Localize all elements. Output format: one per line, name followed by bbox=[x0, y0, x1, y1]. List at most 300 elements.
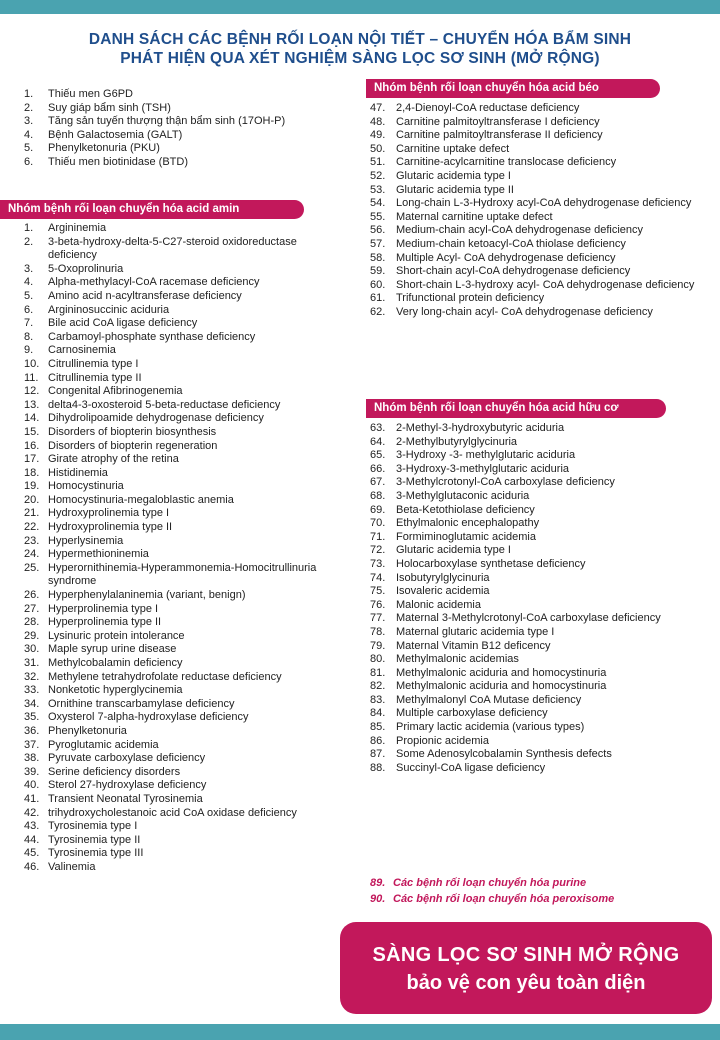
bottom-decorative-bar bbox=[0, 1024, 720, 1040]
list-item bbox=[370, 707, 710, 721]
list-item bbox=[24, 426, 346, 440]
item-text: Beta-Ketothiolase deficiency bbox=[396, 503, 535, 516]
list-item bbox=[370, 116, 710, 130]
item-text: 2-Methylbutyrylglycinuria bbox=[396, 435, 518, 448]
item-number: 32. bbox=[24, 670, 40, 683]
item-text: Bệnh Galactosemia (GALT) bbox=[48, 128, 183, 141]
item-number: 66. bbox=[370, 462, 386, 475]
item-number: 78. bbox=[370, 625, 386, 638]
item-number: 49. bbox=[370, 129, 386, 142]
item-text: Hypermethioninemia bbox=[48, 548, 149, 561]
item-text: Transient Neonatal Tyrosinemia bbox=[48, 792, 203, 805]
item-number: 20. bbox=[24, 493, 40, 506]
list-item bbox=[370, 265, 710, 279]
item-text: Nonketotic hyperglycinemia bbox=[48, 684, 183, 697]
list-item bbox=[24, 222, 346, 236]
list-item bbox=[24, 820, 346, 834]
list-item bbox=[24, 589, 346, 603]
item-number: 2. bbox=[24, 101, 34, 114]
item-number: 61. bbox=[370, 292, 386, 305]
promo-line-1: SÀNG LỌC SƠ SINH MỞ RỘNG bbox=[372, 944, 680, 966]
item-text: Multiple Acyl- CoA dehydrogenase deficiency bbox=[396, 251, 616, 264]
item-text: Maternal carnitine uptake defect bbox=[396, 210, 553, 223]
item-text: Malonic acidemia bbox=[396, 598, 481, 611]
item-number: 60. bbox=[370, 278, 386, 291]
item-text: Carnitine palmitoyltransferase II deficiency bbox=[396, 129, 603, 142]
item-text: Methylcobalamin deficiency bbox=[48, 657, 183, 669]
list-item bbox=[24, 453, 346, 467]
item-number: 16. bbox=[24, 439, 40, 452]
item-text: Serine deficiency disorders bbox=[48, 765, 181, 778]
item-number: 15. bbox=[24, 425, 40, 438]
item-number: 82. bbox=[370, 680, 386, 693]
item-text: Ornithine transcarbamylase deficiency bbox=[48, 697, 235, 710]
item-text: Suy giáp bẩm sinh (TSH) bbox=[48, 101, 171, 114]
item-text: Thiếu men G6PD bbox=[48, 88, 133, 100]
item-number: 25. bbox=[24, 561, 40, 574]
item-number: 27. bbox=[24, 602, 40, 615]
item-number: 18. bbox=[24, 466, 40, 479]
item-text: Primary lactic acidemia (various types) bbox=[396, 721, 585, 734]
item-text: Carnosinemia bbox=[48, 344, 116, 357]
item-text: Hyperornithinemia-Hyperammonemia-Homocitrullinuria syndrome bbox=[48, 561, 317, 588]
item-number: 85. bbox=[370, 721, 386, 734]
list-item bbox=[24, 562, 346, 589]
list-item bbox=[370, 667, 710, 681]
item-text: Succinyl-CoA ligase deficiency bbox=[396, 761, 546, 774]
item-text: Hyperprolinemia type II bbox=[48, 616, 162, 629]
item-text: Glutaric acidemia type I bbox=[396, 169, 511, 182]
item-text: Dihydrolipoamide dehydrogenase deficiency bbox=[48, 412, 264, 425]
fatty-acid-disorder-list bbox=[370, 102, 710, 320]
item-number: 38. bbox=[24, 752, 40, 765]
list-item bbox=[370, 504, 710, 518]
item-text: 3-Methylcrotonyl-CoA carboxylase deficiency bbox=[396, 476, 615, 489]
item-text: Long-chain L-3-Hydroxy acyl-CoA dehydrogenase deficiency bbox=[396, 197, 692, 210]
list-item bbox=[370, 184, 710, 198]
list-item bbox=[24, 521, 346, 535]
item-number: 6. bbox=[24, 303, 34, 316]
list-item bbox=[24, 440, 346, 454]
amino-acid-group-badge: Nhóm bệnh rối loạn chuyển hóa acid amin bbox=[0, 200, 304, 219]
item-number: 1. bbox=[24, 88, 34, 100]
list-item bbox=[370, 680, 710, 694]
item-number: 44. bbox=[24, 833, 40, 846]
item-text: Tyrosinemia type II bbox=[48, 833, 141, 846]
item-number: 12. bbox=[24, 385, 40, 398]
item-number: 13. bbox=[24, 398, 40, 411]
item-number: 52. bbox=[370, 169, 386, 182]
item-text: Isobutyrylglycinuria bbox=[396, 571, 490, 584]
item-text: Tăng sản tuyến thượng thận bẩm sinh (17OH-P) bbox=[48, 115, 286, 128]
list-item bbox=[24, 671, 346, 685]
list-item bbox=[370, 544, 710, 558]
item-text: Thiếu men biotinidase (BTD) bbox=[48, 155, 189, 168]
list-item bbox=[24, 263, 346, 277]
item-text: Methylmalonyl CoA Mutase deficiency bbox=[396, 693, 582, 706]
list-item bbox=[24, 711, 346, 725]
item-text: Holocarboxylase synthetase deficiency bbox=[396, 557, 586, 570]
item-number: 87. bbox=[370, 748, 386, 761]
item-number: 88. bbox=[370, 761, 386, 774]
list-item bbox=[24, 412, 346, 426]
item-number: 69. bbox=[370, 503, 386, 516]
item-text: Phenylketonuria (PKU) bbox=[48, 142, 160, 155]
item-text: Alpha-methylacyl-CoA racemase deficiency bbox=[48, 276, 260, 289]
list-item bbox=[370, 531, 710, 545]
list-item bbox=[370, 306, 710, 320]
list-item bbox=[370, 626, 710, 640]
promo-banner bbox=[340, 922, 712, 1014]
item-number: 31. bbox=[24, 657, 40, 669]
item-number: 39. bbox=[24, 765, 40, 778]
list-item bbox=[24, 766, 346, 780]
item-text: Isovaleric acidemia bbox=[396, 585, 490, 598]
item-text: Ethylmalonic encephalopathy bbox=[396, 517, 540, 530]
item-text: Tyrosinemia type I bbox=[48, 820, 138, 833]
item-number: 17. bbox=[24, 453, 40, 466]
list-item bbox=[24, 331, 346, 345]
list-item bbox=[24, 535, 346, 549]
item-number: 9. bbox=[24, 344, 34, 357]
item-number: 43. bbox=[24, 820, 40, 833]
title-line-1: DANH SÁCH CÁC BỆNH RỐI LOẠN NỘI TIẾT – CHUYỂN HÓA BẨM SINH bbox=[88, 31, 632, 48]
list-item bbox=[370, 224, 710, 238]
item-text: Maternal glutaric acidemia type I bbox=[396, 625, 555, 638]
item-text: Argininosuccinic aciduria bbox=[48, 303, 170, 316]
item-number: 1. bbox=[24, 222, 34, 234]
list-item bbox=[370, 143, 710, 157]
list-item bbox=[370, 558, 710, 572]
list-item bbox=[24, 129, 344, 143]
list-item bbox=[370, 572, 710, 586]
item-number: 67. bbox=[370, 476, 386, 489]
item-number: 77. bbox=[370, 612, 386, 625]
list-item bbox=[24, 372, 346, 386]
list-item bbox=[370, 279, 710, 293]
list-item bbox=[370, 422, 710, 436]
item-number: 75. bbox=[370, 585, 386, 598]
item-number: 58. bbox=[370, 251, 386, 264]
list-item bbox=[24, 317, 346, 331]
list-item bbox=[24, 725, 346, 739]
list-item bbox=[370, 292, 710, 306]
item-number: 26. bbox=[24, 589, 40, 602]
item-text: Hyperphenylalaninemia (variant, benign) bbox=[48, 589, 246, 602]
list-item bbox=[24, 142, 344, 156]
item-text: Glutaric acidemia type I bbox=[396, 544, 511, 557]
list-item bbox=[24, 115, 344, 129]
list-item bbox=[24, 358, 346, 372]
list-item bbox=[370, 694, 710, 708]
extra-group-item: 89. Các bệnh rối loạn chuyển hóa purine bbox=[370, 877, 587, 889]
item-number: 76. bbox=[370, 598, 386, 611]
item-number: 79. bbox=[370, 639, 386, 652]
item-number: 56. bbox=[370, 224, 386, 237]
list-item bbox=[24, 290, 346, 304]
list-item bbox=[24, 657, 346, 671]
list-item bbox=[370, 436, 710, 450]
item-number: 48. bbox=[370, 115, 386, 128]
list-item bbox=[370, 585, 710, 599]
promo-line-2: bảo vệ con yêu toàn diện bbox=[406, 972, 646, 994]
item-text: Hydroxyprolinemia type II bbox=[48, 521, 173, 534]
item-number: 23. bbox=[24, 534, 40, 547]
list-item bbox=[370, 129, 710, 143]
item-number: 5. bbox=[24, 289, 34, 302]
list-item bbox=[24, 494, 346, 508]
item-number: 2. bbox=[24, 235, 34, 248]
item-number: 59. bbox=[370, 265, 386, 278]
item-number: 57. bbox=[370, 237, 386, 250]
item-text: Very long-chain acyl- CoA dehydrogenase deficiency bbox=[396, 305, 653, 318]
item-number: 7. bbox=[24, 317, 34, 330]
page-title bbox=[0, 30, 720, 68]
item-text: Glutaric acidemia type II bbox=[396, 183, 514, 196]
item-text: Short-chain acyl-CoA dehydrogenase deficiency bbox=[396, 265, 631, 278]
item-text: Medium-chain ketoacyl-CoA thiolase deficiency bbox=[396, 237, 626, 250]
item-text: Trifunctional protein deficiency bbox=[396, 292, 545, 305]
item-text: Congenital Afibrinogenemia bbox=[48, 385, 183, 398]
item-number: 8. bbox=[24, 330, 34, 343]
item-number: 53. bbox=[370, 183, 386, 196]
item-text: Girate atrophy of the retina bbox=[48, 453, 179, 466]
list-item bbox=[370, 238, 710, 252]
item-number: 19. bbox=[24, 480, 40, 493]
item-text: Methylmalonic aciduria and homocystinuria bbox=[396, 666, 607, 679]
list-item bbox=[24, 467, 346, 481]
list-item bbox=[24, 752, 346, 766]
item-number: 84. bbox=[370, 707, 386, 720]
item-text: Multiple carboxylase deficiency bbox=[396, 707, 548, 720]
item-number: 24. bbox=[24, 548, 40, 561]
item-text: 5-Oxoprolinuria bbox=[48, 262, 124, 275]
list-item bbox=[370, 170, 710, 184]
item-text: Disorders of biopterin regeneration bbox=[48, 439, 218, 452]
item-text: Carnitine uptake defect bbox=[396, 142, 510, 155]
list-item bbox=[24, 793, 346, 807]
item-text: Some Adenosylcobalamin Synthesis defects bbox=[396, 748, 612, 761]
list-item bbox=[24, 861, 346, 875]
item-text: Homocystinuria-megaloblastic anemia bbox=[48, 493, 234, 506]
item-text: Oxysterol 7-alpha-hydroxylase deficiency bbox=[48, 711, 249, 724]
item-text: Pyruvate carboxylase deficiency bbox=[48, 752, 206, 765]
item-text: 2-Methyl-3-hydroxybutyric aciduria bbox=[396, 422, 565, 434]
extra-disorder-groups bbox=[370, 875, 710, 907]
list-item bbox=[370, 640, 710, 654]
list-item bbox=[24, 834, 346, 848]
list-item bbox=[24, 847, 346, 861]
list-item bbox=[370, 156, 710, 170]
item-text: Lysinuric protein intolerance bbox=[48, 629, 185, 642]
item-number: 5. bbox=[24, 142, 34, 155]
item-text: Valinemia bbox=[48, 860, 96, 873]
item-text: Carnitine palmitoyltransferase I deficiency bbox=[396, 115, 600, 128]
item-text: Tyrosinemia type III bbox=[48, 847, 144, 860]
item-text: Argininemia bbox=[48, 222, 107, 234]
item-text: Methylmalonic acidemias bbox=[396, 653, 519, 666]
list-item bbox=[24, 779, 346, 793]
item-text: Maternal 3-Methylcrotonyl-CoA carboxylase deficiency bbox=[396, 612, 661, 625]
extra-group-item: 90. Các bệnh rối loạn chuyển hóa peroxisome bbox=[370, 893, 615, 905]
fatty-acid-group-badge: Nhóm bệnh rối loạn chuyển hóa acid béo bbox=[366, 79, 660, 98]
item-text: Carbamoyl-phosphate synthase deficiency bbox=[48, 330, 256, 343]
item-text: 3-Methylglutaconic aciduria bbox=[396, 489, 530, 502]
item-number: 28. bbox=[24, 616, 40, 629]
list-item bbox=[24, 603, 346, 617]
amino-acid-disorder-list bbox=[24, 222, 346, 875]
item-number: 30. bbox=[24, 643, 40, 656]
list-item bbox=[370, 735, 710, 749]
item-text: Histidinemia bbox=[48, 466, 108, 479]
list-item bbox=[370, 653, 710, 667]
item-text: Amino acid n-acyltransferase deficiency bbox=[48, 289, 242, 302]
item-number: 74. bbox=[370, 571, 386, 584]
list-item bbox=[24, 698, 346, 712]
list-item bbox=[370, 721, 710, 735]
list-item bbox=[24, 630, 346, 644]
item-text: 3-beta-hydroxy-delta-5-C27-steroid oxidoreductase deficiency bbox=[48, 235, 297, 262]
basic-screening-list bbox=[24, 88, 344, 170]
list-item bbox=[370, 762, 710, 776]
list-item bbox=[370, 449, 710, 463]
list-item bbox=[24, 739, 346, 753]
item-text: Short-chain L-3-hydroxy acyl- CoA dehydrogenase deficiency bbox=[396, 278, 695, 291]
item-number: 4. bbox=[24, 276, 34, 289]
item-number: 33. bbox=[24, 684, 40, 697]
list-item bbox=[370, 463, 710, 477]
item-text: Methylmalonic aciduria and homocystinuria bbox=[396, 680, 607, 693]
list-item bbox=[370, 490, 710, 504]
list-item bbox=[24, 276, 346, 290]
item-number: 81. bbox=[370, 666, 386, 679]
list-item bbox=[24, 807, 346, 821]
item-number: 11. bbox=[24, 371, 39, 384]
item-number: 71. bbox=[370, 530, 386, 543]
list-item bbox=[24, 480, 346, 494]
item-text: Hyperprolinemia type I bbox=[48, 602, 159, 615]
item-number: 68. bbox=[370, 489, 386, 502]
item-text: Hyperlysinemia bbox=[48, 534, 124, 547]
item-number: 40. bbox=[24, 779, 40, 792]
organic-acid-group-badge: Nhóm bệnh rối loạn chuyển hóa acid hữu cơ bbox=[366, 399, 666, 418]
list-item bbox=[370, 197, 710, 211]
item-text: Methylene tetrahydrofolate reductase deficiency bbox=[48, 670, 282, 683]
item-number: 14. bbox=[24, 412, 40, 425]
item-number: 54. bbox=[370, 197, 386, 210]
item-number: 4. bbox=[24, 128, 34, 141]
item-number: 36. bbox=[24, 724, 40, 737]
list-item bbox=[24, 344, 346, 358]
list-item bbox=[370, 476, 710, 490]
list-item bbox=[370, 599, 710, 613]
item-number: 72. bbox=[370, 544, 386, 557]
list-item bbox=[24, 507, 346, 521]
item-text: Hydroxyprolinemia type I bbox=[48, 507, 170, 520]
item-text: Disorders of biopterin biosynthesis bbox=[48, 425, 217, 438]
item-number: 55. bbox=[370, 210, 386, 223]
list-item bbox=[370, 102, 710, 116]
item-text: Citrullinemia type II bbox=[48, 371, 142, 384]
item-text: Medium-chain acyl-CoA dehydrogenase deficiency bbox=[396, 224, 644, 237]
item-text: Phenylketonuria bbox=[48, 724, 127, 737]
list-item bbox=[24, 684, 346, 698]
list-item bbox=[24, 102, 344, 116]
item-text: 2,4-Dienoyl-CoA reductase deficiency bbox=[396, 102, 580, 114]
item-text: Propionic acidemia bbox=[396, 734, 489, 747]
item-number: 37. bbox=[24, 738, 40, 751]
list-item bbox=[370, 517, 710, 531]
item-number: 64. bbox=[370, 435, 386, 448]
item-number: 65. bbox=[370, 449, 386, 462]
list-item bbox=[370, 748, 710, 762]
item-number: 63. bbox=[370, 422, 386, 434]
list-item bbox=[370, 252, 710, 266]
list-item bbox=[24, 236, 346, 263]
item-number: 29. bbox=[24, 629, 40, 642]
item-number: 73. bbox=[370, 557, 386, 570]
item-number: 83. bbox=[370, 693, 386, 706]
top-decorative-bar bbox=[0, 0, 720, 14]
list-item bbox=[370, 612, 710, 626]
list-item bbox=[24, 304, 346, 318]
item-text: 3-Hydroxy-3-methylglutaric aciduria bbox=[396, 462, 570, 475]
item-text: Pyroglutamic acidemia bbox=[48, 738, 159, 751]
list-item bbox=[24, 548, 346, 562]
item-number: 22. bbox=[24, 521, 40, 534]
item-text: Maternal Vitamin B12 deficency bbox=[396, 639, 551, 652]
item-number: 3. bbox=[24, 115, 34, 128]
item-number: 42. bbox=[24, 806, 40, 819]
item-number: 45. bbox=[24, 847, 40, 860]
item-text: delta4-3-oxosteroid 5-beta-reductase deficiency bbox=[48, 398, 281, 411]
list-item bbox=[24, 399, 346, 413]
item-number: 70. bbox=[370, 517, 386, 530]
item-text: Maple syrup urine disease bbox=[48, 643, 177, 656]
list-item bbox=[24, 385, 346, 399]
item-number: 50. bbox=[370, 142, 386, 155]
item-text: Formiminoglutamic acidemia bbox=[396, 530, 536, 543]
item-number: 46. bbox=[24, 860, 40, 873]
item-number: 41. bbox=[24, 792, 40, 805]
list-item bbox=[24, 643, 346, 657]
list-item bbox=[370, 211, 710, 225]
item-number: 80. bbox=[370, 653, 386, 666]
item-number: 6. bbox=[24, 155, 34, 168]
item-number: 34. bbox=[24, 697, 40, 710]
title-line-2: PHÁT HIỆN QUA XÉT NGHIỆM SÀNG LỌC SƠ SINH (MỞ RỘNG) bbox=[120, 50, 600, 67]
item-number: 86. bbox=[370, 734, 386, 747]
item-number: 62. bbox=[370, 305, 386, 318]
item-text: trihydroxycholestanoic acid CoA oxidase deficiency bbox=[48, 806, 297, 819]
item-number: 51. bbox=[370, 156, 386, 169]
item-text: Bile acid CoA ligase deficiency bbox=[48, 317, 198, 330]
item-text: 3-Hydroxy -3- methylglutaric aciduria bbox=[396, 449, 576, 462]
item-text: Sterol 27-hydroxylase deficiency bbox=[48, 779, 207, 792]
organic-acid-disorder-list bbox=[370, 422, 710, 775]
item-number: 47. bbox=[370, 102, 386, 114]
item-number: 35. bbox=[24, 711, 40, 724]
item-number: 10. bbox=[24, 357, 40, 370]
item-text: Carnitine-acylcarnitine translocase deficiency bbox=[396, 156, 617, 169]
list-item bbox=[24, 156, 344, 170]
list-item bbox=[24, 616, 346, 630]
item-number: 21. bbox=[24, 507, 40, 520]
item-text: Homocystinuria bbox=[48, 480, 124, 493]
item-number: 3. bbox=[24, 262, 34, 275]
list-item bbox=[24, 88, 344, 102]
item-text: Citrullinemia type I bbox=[48, 357, 139, 370]
